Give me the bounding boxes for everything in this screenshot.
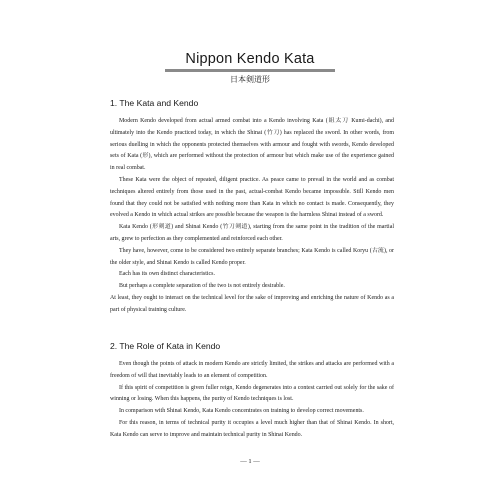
paragraph: For this reason, in terms of technical purity it occupies a level much higher than that of Shinai Kendo. In short, Kata Kendo can serve to improve and maintain technical purity in Shinai Kendo. — [110, 419, 394, 438]
paragraph: These Kata were the object of repeated, diligent practice. As peace came to prevail in the world and as combat techniques altered entirely from those used in the past, actual-combat Kendo became impossible. Still Kendo men found that they could not be satisfied with nothing more than Kata in which no contact is made. Consequently, they evolved a Kendo in which actual strikes are possible because the weapon is the harmless Shinai instead of a sword. — [110, 176, 394, 219]
paragraph: Each has its own distinct characteristics. — [119, 271, 215, 278]
section-kata-and-kendo — [110, 98, 394, 317]
paragraph: In comparison with Shinai Kendo, Kata Kendo concentrates on training to develop correct movements. — [119, 408, 364, 415]
title-underline — [165, 69, 335, 72]
paragraph: If this spirit of competition is given fuller reign, Kendo degenerates into a contest carried out solely for the sake of winning or losing. When this happens, the purity of Kendo techniques is lost. — [110, 384, 394, 403]
page-number: — 1 — — [240, 458, 260, 465]
section-role-of-kata — [110, 341, 394, 442]
paragraph: Even though the points of attack in modern Kendo are strictly limited, the strikes and attacks are performed with a freedom of will that inevitably leads to an element of competition. — [110, 361, 394, 379]
paragraph: Kata Kendo (形剣道) and Shinai Kendo (竹刀剣道), starting from the same point in the tradition of the martial arts, grew to perfection as they complemented and reinforced each other. — [110, 224, 394, 242]
paragraph: At least, they ought to interact on the technical level for the sake of improving and enriching the nature of Kendo as a part of physical training culture. — [110, 294, 394, 313]
section-heading: 1. The Kata and Kendo — [110, 98, 199, 108]
paragraph: Modern Kendo developed from actual armed combat into a Kendo involving Kata (組太刀 Kumi-dachi), and ultimately into the Kendo practiced today, in which the Shinai (竹刀) has replaced the sword. In other words, from serious duelling in which the opponents protected themselves with armour and fought with swords, Kendo developed sets of Kata (形), which are performed without the protection of armour but which make use of the experience gained in real combat. — [110, 118, 394, 172]
page-subtitle: 日本剣道形 — [230, 75, 270, 84]
section-heading: 2. The Role of Kata in Kendo — [110, 341, 221, 351]
page-title: Nippon Kendo Kata — [185, 51, 315, 67]
paragraph: But perhaps a complete separation of the two is not entirely desirable. — [119, 283, 285, 290]
paragraph: They have, however, come to be considered two entirely separate branches; Kata Kendo is called Koryu (古流), or the older style, and Shinai Kendo is called Kendo proper. — [110, 247, 394, 266]
